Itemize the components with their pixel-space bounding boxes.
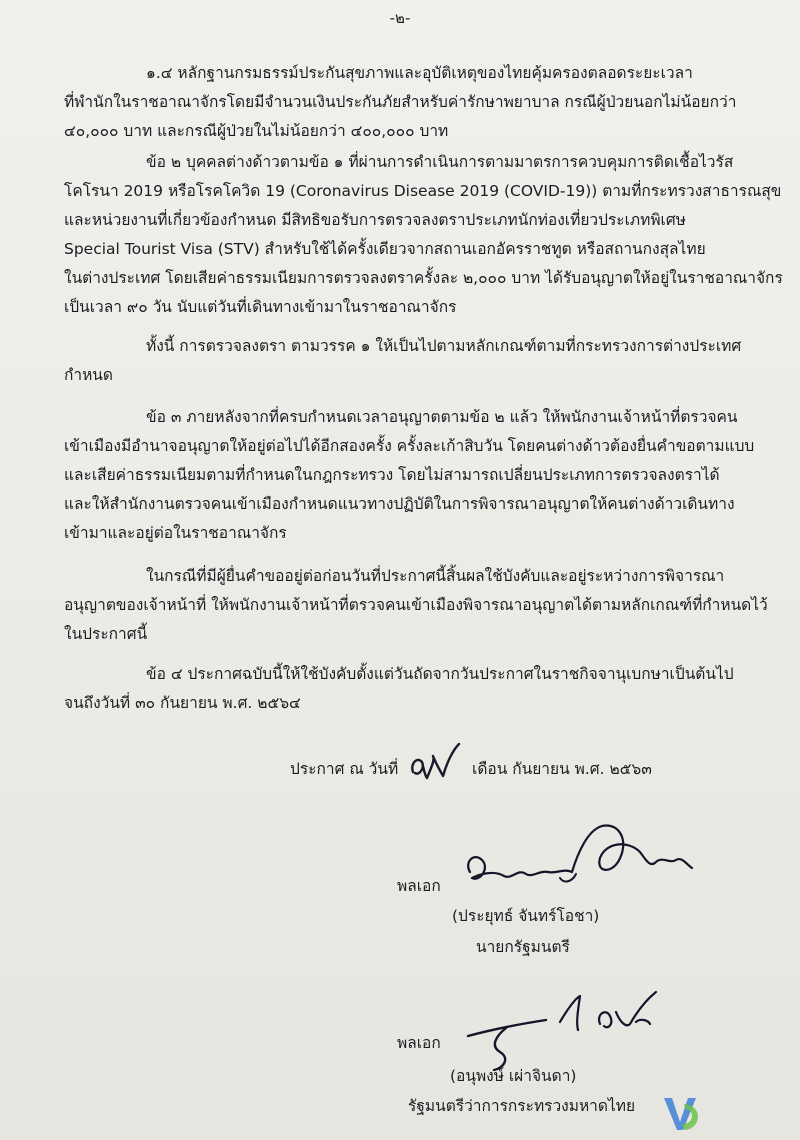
paragraph-clause-1-4	[64, 59, 764, 146]
announcement-suffix: เดือน กันยายน พ.ศ. ๒๕๖๓	[472, 760, 652, 778]
paragraph-clause-2-note	[64, 332, 764, 390]
paragraph-clause-4	[64, 660, 764, 718]
text-line: ในต่างประเทศ โดยเสียค่าธรรมเนียมการตรวจลงตราครั้งละ ๒,๐๐๐ บาท ได้รับอนุญาตให้อยู่ในราชอาณาจักร	[64, 269, 783, 287]
handwritten-day	[407, 742, 463, 786]
paragraph-clause-3	[64, 403, 764, 548]
text-line: โคโรนา 2019 หรือโรคโควิด 19 (Coronavirus Disease 2019 (COVID-19)) ตามที่กระทรวงสาธารณสุข	[64, 182, 782, 200]
signature-prayut	[460, 812, 700, 902]
text-line: จนถึงวันที่ ๓๐ กันยายน พ.ศ. ๒๕๖๔	[64, 694, 301, 712]
paragraph-clause-3-note	[64, 562, 768, 649]
text-line: และให้สำนักงานตรวจคนเข้าเมืองกำหนดแนวทางปฏิบัติในการพิจารณาอนุญาตให้คนต่างด้าวเดินทาง	[64, 495, 735, 513]
text-line: และหน่วยงานที่เกี่ยวข้องกำหนด มีสิทธิขอรับการตรวจลงตราประเภทนักท่องเที่ยวประเภทพิเศษ	[64, 211, 686, 229]
signatory-title: รัฐมนตรีว่าการกระทรวงมหาดไทย	[408, 1097, 636, 1115]
watermark-logo-icon	[658, 1094, 702, 1134]
text-line: ที่พำนักในราชอาณาจักรโดยมีจำนวนเงินประกันภัยสำหรับค่ารักษาพยาบาล กรณีผู้ป่วยนอกไม่น้อยกว่า	[64, 93, 737, 111]
text-line: เข้ามาและอยู่ต่อในราชอาณาจักร	[64, 524, 287, 542]
text-line: ในประกาศนี้	[64, 625, 148, 643]
text-line: ในกรณีที่มีผู้ยื่นคำขออยู่ต่อก่อนวันที่ประกาศนี้สิ้นผลใช้บังคับและอยู่ระหว่างการพิจารณา	[146, 567, 725, 585]
announcement-prefix: ประกาศ ณ วันที่	[290, 760, 399, 778]
text-line: ข้อ ๒ บุคคลต่างด้าวตามข้อ ๑ ที่ผ่านการดำเนินการตามมาตรการควบคุมการติดเชื้อไวรัส	[146, 153, 734, 171]
text-line: ทั้งนี้ การตรวจลงตรา ตามวรรค ๑ ให้เป็นไปตามหลักเกณฑ์ตามที่กระทรวงการต่างประเทศ	[146, 337, 742, 355]
text-line: เป็นเวลา ๙๐ วัน นับแต่วันที่เดินทางเข้ามาในราชอาณาจักร	[64, 298, 457, 316]
signatory-name: (ประยุทธ์ จันทร์โอชา)	[452, 907, 600, 925]
signatory-title: นายกรัฐมนตรี	[476, 938, 570, 956]
announcement-date	[290, 742, 652, 786]
text-line: และเสียค่าธรรมเนียมตามที่กำหนดในกฎกระทรวง โดยไม่สามารถเปลี่ยนประเภทการตรวจลงตราได้	[64, 466, 720, 484]
signatory-rank: พลเอก	[397, 877, 441, 895]
text-line: เข้าเมืองมีอำนาจอนุญาตให้อยู่ต่อไปได้อีกสองครั้ง ครั้งละเก้าสิบวัน โดยคนต่างด้าวต้องยื่นคำขอตามแบบ	[64, 437, 755, 455]
signatory-name: (อนุพงษ์ เผ่าจินดา)	[450, 1067, 577, 1085]
text-line: ข้อ ๔ ประกาศฉบับนี้ให้ใช้บังคับตั้งแต่วันถัดจากวันประกาศในราชกิจจานุเบกษาเป็นต้นไป	[146, 665, 734, 683]
text-line: อนุญาตของเจ้าหน้าที่ ให้พนักงานเจ้าหน้าที่ตรวจคนเข้าเมืองพิจารณาอนุญาตได้ตามหลักเกณฑ์ที่กำหนดไว้	[64, 596, 768, 614]
text-line: กำหนด	[64, 366, 113, 384]
text-line: ๑.๔ หลักฐานกรมธรรม์ประกันสุขภาพและอุบัติเหตุของไทยคุ้มครองตลอดระยะเวลา	[146, 64, 693, 82]
text-line: ๔๐,๐๐๐ บาท และกรณีผู้ป่วยในไม่น้อยกว่า ๔๐๐,๐๐๐ บาท	[64, 122, 449, 140]
signatory-rank: พลเอก	[397, 1034, 441, 1052]
text-line: Special Tourist Visa (STV) สำหรับใช้ได้ครั้งเดียวจากสถานเอกอัครราชทูต หรือสถานกงสุลไทย	[64, 240, 706, 258]
paragraph-clause-2	[64, 148, 783, 322]
text-line: ข้อ ๓ ภายหลังจากที่ครบกำหนดเวลาอนุญาตตามข้อ ๒ แล้ว ให้พนักงานเจ้าหน้าที่ตรวจคน	[146, 408, 738, 426]
page-number: -๒-	[389, 9, 411, 27]
